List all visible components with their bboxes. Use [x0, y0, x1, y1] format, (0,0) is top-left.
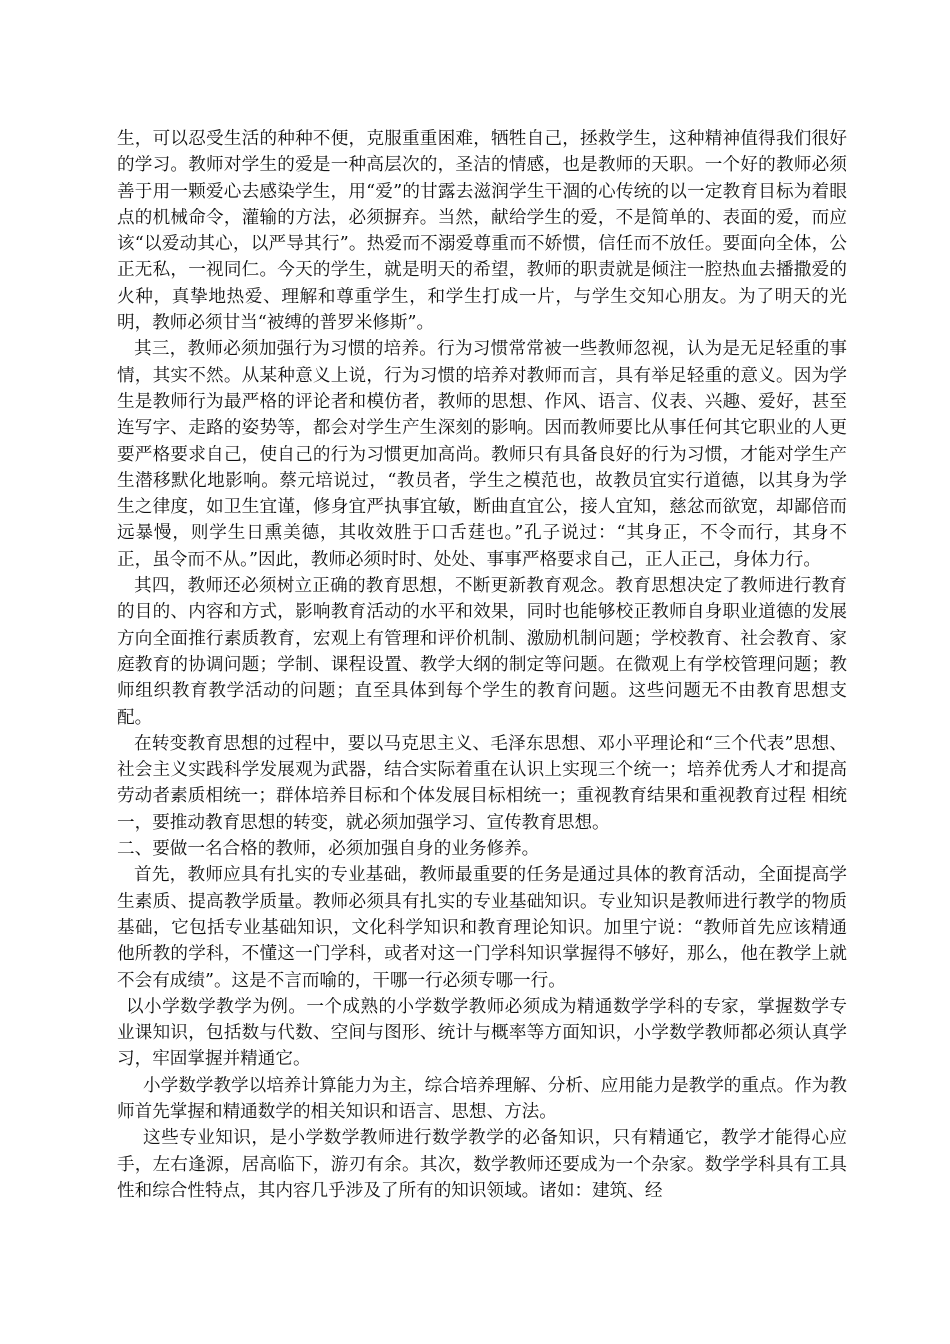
- paragraph: 生，可以忍受生活的种种不便，克服重重困难，牺牲自己，拯救学生，这种精神值得我们很好的学习。教师对学生的爱是一种高层次的，圣洁的情感，也是教师的天职。一个好的教师必须善于用一颗爱心去感染学生，用“爱”的甘露去滋润学生干涸的心传统的以一定教育目标为着眼点的机械命令，灌输的方法，必须摒弃。当然，献给学生的爱，不是简单的、表面的爱，而应该“以爱动其心，以严导其行”。热爱而不溺爱尊重而不娇惯，信任而不放任。要面向全体，公正无私，一视同仁。今天的学生，就是明天的希望，教师的职责就是倾注一腔热血去播撒爱的火种，真挚地热爱、理解和尊重学生，和学生打成一片，与学生交知心朋友。为了明天的光明，教师必须甘当“被缚的普罗米修斯”。: [117, 129, 847, 334]
- paragraph: 其三，教师必须加强行为习惯的培养。行为习惯常常被一些教师忽视，认为是无足轻重的事情，其实不然。从某种意义上说，行为习惯的培养对教师而言，具有举足轻重的意义。因为学生是教师行为最严格的评论者和模仿者，教师的思想、作风、语言、仪表、兴趣、爱好，甚至连写字、走路的姿势等，都会对学生产生深刻的影响。因而教师要比从事任何其它职业的人更要严格要求自己，使自己的行为习惯更加高尚。教师只有具备良好的行为习惯，才能对学生产生潜移默化地影响。蔡元培说过，“教员者，学生之模范也，故教员宜实行道德，以其身为学生之律度，如卫生宜谨，修身宜严执事宜敏，断曲直宜公，接人宜知，慈忿而欲宽，却鄙倍而远暴慢，则学生日熏美德，其收效胜于口舌莛也。”孔子说过：“其身正，不令而行，其身不正，虽令而不从。”因此，教师必须时时、处处、事事严格要求自己，正人正己，身体力行。: [117, 339, 847, 570]
- paragraph: 这些专业知识，是小学数学教师进行数学教学的必备知识，只有精通它，教学才能得心应手，左右逢源，居高临下，游刃有余。其次，数学教师还要成为一个杂家。数学学科具有工具性和综合性特点，其内容几乎涉及了所有的知识领域。诸如：建筑、经: [117, 1128, 847, 1201]
- document-body: [117, 126, 847, 1204]
- paragraph: 首先，教师应具有扎实的专业基础，教师最重要的任务是通过具体的教育活动，全面提高学生素质、提高教学质量。教师必须具有扎实的专业基础知识。专业知识是教师进行教学的物质基础，它包括专业基础知识，文化科学知识和教育理论知识。加里宁说：“教师首先应该精通他所教的学科，不懂这一门学科，或者对这一门学科知识掌握得不够好，那么，他在教学上就不会有成绩”。这是不言而喻的，干哪一行必须专哪一行。: [117, 865, 847, 991]
- paragraph: 在转变教育思想的过程中，要以马克思主义、毛泽东思想、邓小平理论和“三个代表”思想、社会主义实践科学发展观为武器，结合实际着重在认识上实现三个统一；培养优秀人才和提高劳动者素质相统一；群体培养目标和个体发展目标相统一；重视教育结果和重视教育过程 相统一，要推动教育思想的转变，就必须加强学习、宣传教育思想。: [117, 733, 847, 833]
- section-heading: 二、要做一名合格的教师，必须加强自身的业务修养。: [117, 839, 540, 860]
- paragraph: 小学数学教学以培养计算能力为主，综合培养理解、分析、应用能力是教学的重点。作为教师首先掌握和精通数学的相关知识和语言、思想、方法。: [117, 1075, 847, 1122]
- paragraph: 以小学数学教学为例。一个成熟的小学数学教师必须成为精通数学学科的专家，掌握数学专业课知识，包括数与代数、空间与图形、统计与概率等方面知识，小学数学教师都必须认真学习，牢固掌握并精通它。: [117, 996, 847, 1070]
- paragraph: 其四，教师还必须树立正确的教育思想，不断更新教育观念。教育思想决定了教师进行教育的目的、内容和方式，影响教育活动的水平和效果，同时也能够校正教师自身职业道德的发展方向全面推行素质教育，宏观上有管理和评价机制、激励机制问题；学校教育、社会教育、家庭教育的协调问题；学制、课程设置、教学大纲的制定等问题。在微观上有学校管理问题；教师组织教育教学活动的问题；直至具体到每个学生的教育问题。这些问题无不由教育思想支配。: [117, 576, 847, 728]
